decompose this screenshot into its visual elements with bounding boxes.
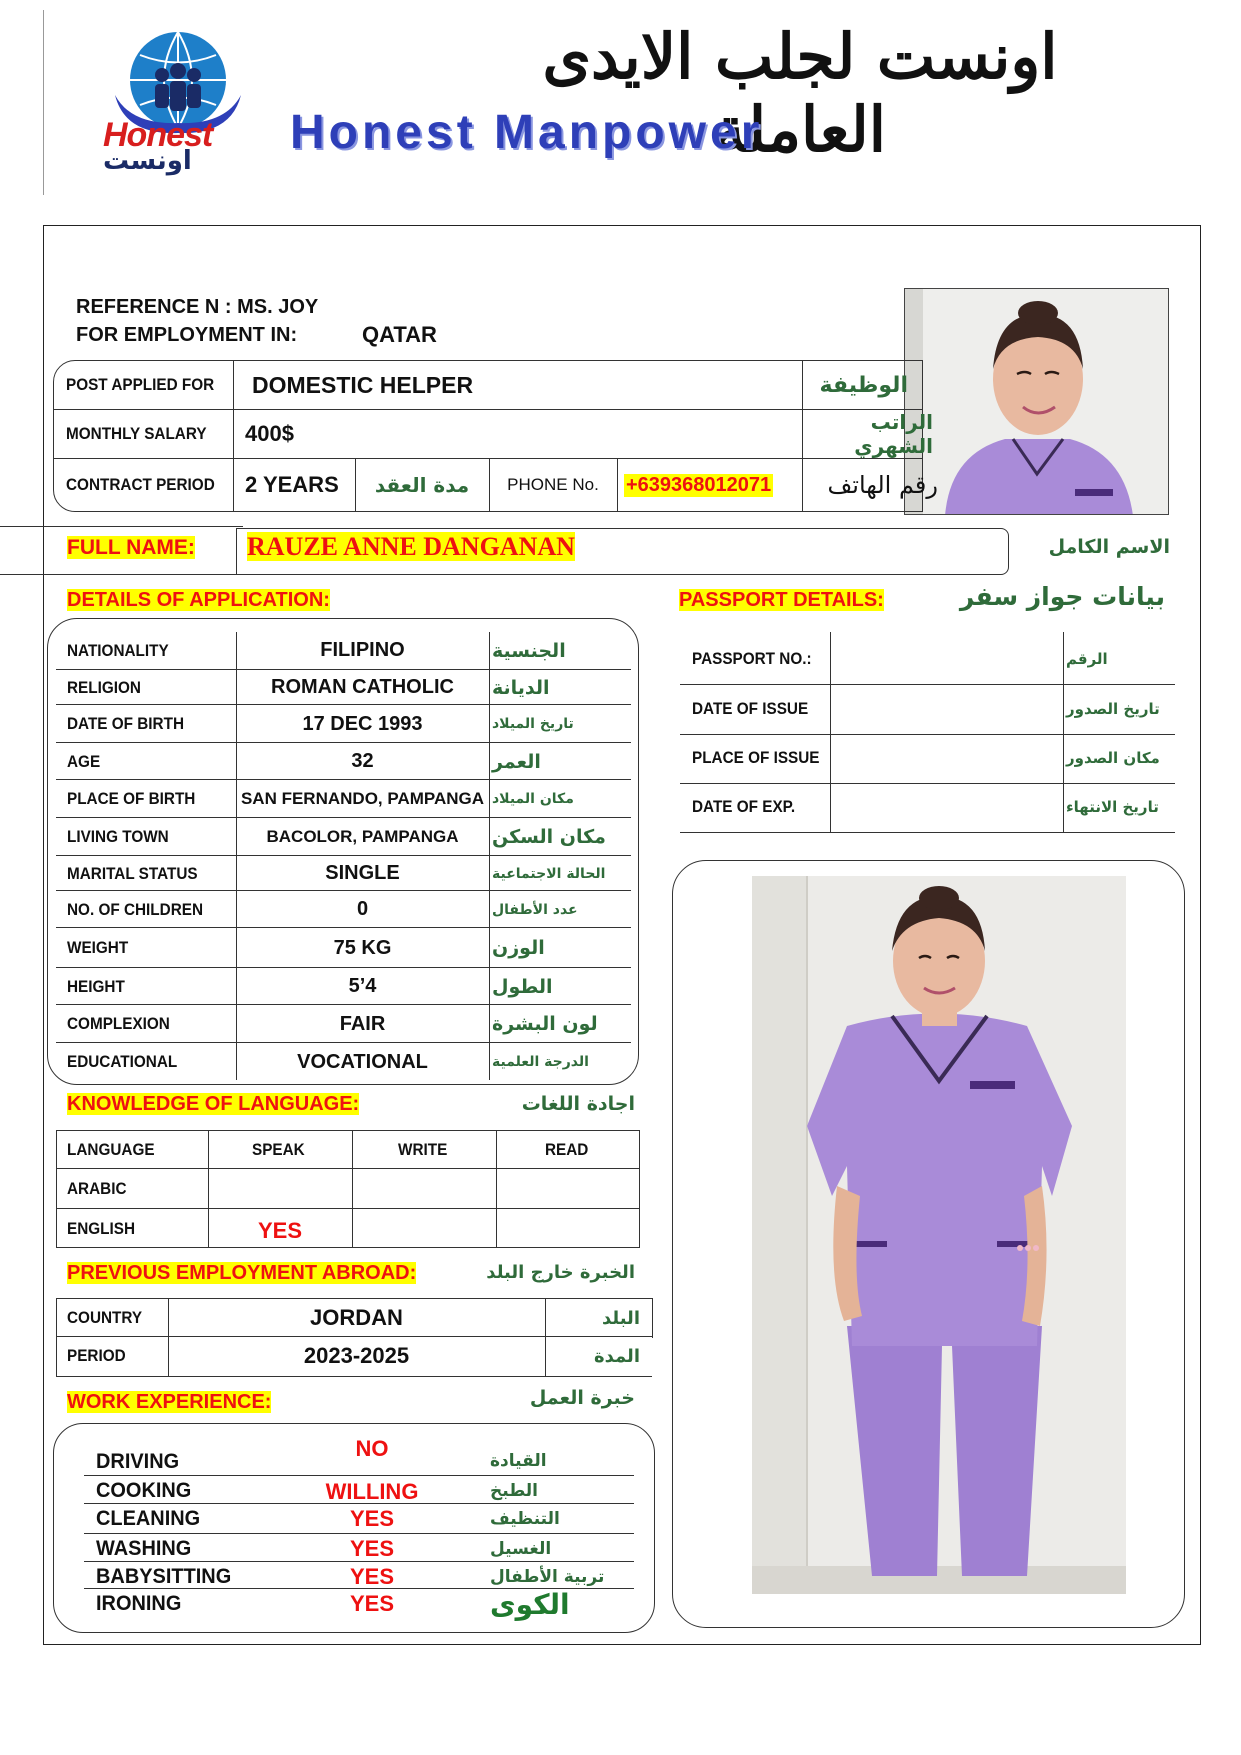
work-value: NO [355,1436,389,1461]
application-label-ar: الحالة الاجتماعية [492,865,606,882]
application-label: NATIONALITY [67,640,169,660]
passport-value [830,784,1063,830]
english-read [496,1210,640,1248]
application-value: SINGLE [325,862,400,884]
logo-word-ar: اونست [103,146,192,176]
language-title: KNOWLEDGE OF LANGUAGE: [67,1093,360,1115]
application-label-ar: تاريخ الميلاد [492,716,574,732]
post-ar: الوظيفة [819,372,908,398]
speak-header: SPEAK [252,1140,305,1159]
job-row-divider [53,409,923,410]
language-header: LANGUAGE [67,1140,155,1159]
full-name-label: FULL NAME: [67,536,195,559]
language-title-ar: اجادة اللغات [521,1093,635,1115]
work-value: YES [349,1591,395,1616]
previous-row-divider [56,1376,652,1377]
country-value: JORDAN [310,1305,403,1330]
period-ar: المدة [593,1345,640,1367]
application-value: 17 DEC 1993 [302,712,423,735]
full-body-photo [752,876,1126,1594]
work-label: IRONING [96,1592,182,1615]
salary-label: MONTHLY SALARY [66,424,207,443]
work-label: CLEANING [96,1507,201,1530]
period-value: 2023-2025 [303,1343,410,1368]
application-label: DATE OF BIRTH [67,714,185,733]
application-value: 5’4 [348,975,377,997]
previous-title-ar: الخبرة خارج البلد [486,1262,635,1283]
language-english: ENGLISH [67,1219,136,1238]
work-value: YES [349,1564,395,1589]
work-value: YES [349,1506,395,1531]
portrait-photo [904,288,1169,515]
application-col-divider [489,632,490,1080]
application-value: 32 [351,750,374,772]
salary-value: 400$ [245,421,294,446]
application-value: 75 KG [333,936,392,959]
application-label-ar: مكان السكن [492,826,606,848]
application-value: 0 [356,898,369,920]
application-value: BACOLOR, PAMPANGA [266,827,459,846]
contract-ar: مدة العقد [374,473,470,497]
work-row-divider [84,1475,634,1476]
language-arabic: ARABIC [67,1179,127,1198]
passport-label: PASSPORT NO.: [692,649,812,668]
salary-ar: الراتب الشهري [854,410,933,458]
job-col-divider [802,360,803,512]
phone-ar: رقم الهاتف [827,471,938,499]
country-label: COUNTRY [67,1308,143,1327]
passport-value [830,636,1063,682]
country-ar: البلد [601,1307,640,1329]
application-label: EDUCATIONAL [67,1052,178,1071]
passport-col-divider [1063,632,1064,832]
passport-title: PASSPORT DETAILS: [679,589,884,611]
company-name-en: Honest Manpower [290,106,764,159]
passport-label-ar: تاريخ الصدور [1066,700,1160,718]
passport-label-ar: مكان الصدور [1066,749,1160,767]
phone-label: PHONE No. [507,475,599,494]
passport-value [830,686,1063,732]
arabic-speak [208,1170,352,1208]
work-label-ar: التنظيف [490,1509,560,1529]
work-label-ar: تربية الأطفال [490,1567,605,1587]
reference-line: REFERENCE N : MS. JOY [76,296,319,318]
name-divider [0,526,243,527]
application-label-ar: الدرجة العلمية [492,1054,589,1070]
work-label: COOKING [96,1479,192,1502]
previous-col-divider [545,1298,546,1376]
passport-label: DATE OF ISSUE [692,699,809,718]
work-label: DRIVING [96,1450,180,1473]
application-label: RELIGION [67,677,141,697]
english-speak: YES [257,1218,303,1243]
work-label: WASHING [96,1537,192,1560]
english-write [352,1210,496,1248]
post-label: POST APPLIED FOR [66,375,215,394]
work-title-ar: خبرة العمل [529,1387,635,1409]
phone-value: +639368012071 [626,473,772,496]
job-col-divider [355,458,356,512]
work-row-divider [84,1533,634,1534]
application-label: PLACE OF BIRTH [67,789,196,808]
application-value: FAIR [339,1012,386,1035]
language-row-divider [56,1208,640,1209]
passport-row-divider [680,832,1175,833]
full-name-ar: الاسم الكامل [1048,536,1170,558]
application-label-ar: مكان الميلاد [492,791,574,807]
passport-label-ar: الرقم [1066,650,1108,668]
previous-title: PREVIOUS EMPLOYMENT ABROAD: [67,1262,417,1284]
header-divider [43,10,44,195]
work-value: YES [349,1536,395,1561]
phone-value-cell [624,470,773,500]
write-header: WRITE [398,1140,448,1159]
contract-value: 2 YEARS [245,472,339,497]
application-label: AGE [67,751,101,771]
application-label: MARITAL STATUS [67,863,198,883]
passport-col-divider [830,632,831,832]
read-header: READ [545,1140,589,1159]
application-label: COMPLEXION [67,1014,170,1033]
application-title: DETAILS OF APPLICATION: [67,589,330,611]
company-name-ar: اونست لجلب الايدى العاملة [542,20,1058,166]
language-row-divider [56,1168,640,1169]
arabic-write [352,1170,496,1208]
previous-row-divider [56,1336,652,1337]
passport-label-ar: تاريخ الانتهاء [1066,798,1159,816]
job-col-divider [617,458,618,512]
work-title: WORK EXPERIENCE: [67,1391,272,1413]
logo-word-en: Honest [103,116,213,154]
application-label: NO. OF CHILDREN [67,899,203,919]
passport-label: DATE OF EXP. [692,797,796,816]
passport-row-divider [680,684,1175,685]
work-row-divider [84,1503,634,1504]
name-divider [0,574,243,575]
contract-label: CONTRACT PERIOD [66,475,215,494]
application-label: WEIGHT [67,938,129,957]
job-col-divider [233,360,234,512]
previous-col-divider [56,1298,57,1376]
application-label-ar: عدد الأطفال [492,901,578,918]
work-value: WILLING [325,1479,419,1504]
work-row-divider [84,1561,634,1562]
passport-label: PLACE OF ISSUE [692,748,820,767]
application-label-ar: الديانة [492,676,550,699]
employment-label: FOR EMPLOYMENT IN: [76,324,298,346]
passport-value [830,735,1063,781]
application-label-ar: لون البشرة [492,1013,598,1035]
employment-country: QATAR [362,322,437,347]
application-label-ar: العمر [492,750,541,773]
application-value: VOCATIONAL [297,1050,428,1073]
work-label-ar: القيادة [490,1451,547,1471]
arabic-read [496,1170,640,1208]
application-label: LIVING TOWN [67,827,169,846]
application-value: ROMAN CATHOLIC [271,676,454,698]
post-value: DOMESTIC HELPER [252,371,474,398]
application-label-ar: الوزن [492,937,545,959]
application-label-ar: الجنسية [492,639,566,662]
previous-row-divider [56,1298,652,1299]
passport-title-ar: بيانات جواز سفر [959,582,1165,611]
full-name-value: RAUZE ANNE DANGANAN [247,532,575,561]
application-label: HEIGHT [67,976,125,996]
application-value: FILIPINO [320,639,405,661]
work-label-ar: الغسيل [490,1539,552,1559]
period-label: PERIOD [67,1346,126,1365]
work-label-ar: الكوى [490,1587,570,1621]
previous-col-divider [652,1298,653,1338]
application-value: SAN FERNANDO, PAMPANGA [240,789,485,808]
application-label-ar: الطول [492,975,553,998]
job-row-divider [53,458,923,459]
work-label-ar: الطبخ [490,1481,538,1501]
work-label: BABYSITTING [96,1565,232,1588]
